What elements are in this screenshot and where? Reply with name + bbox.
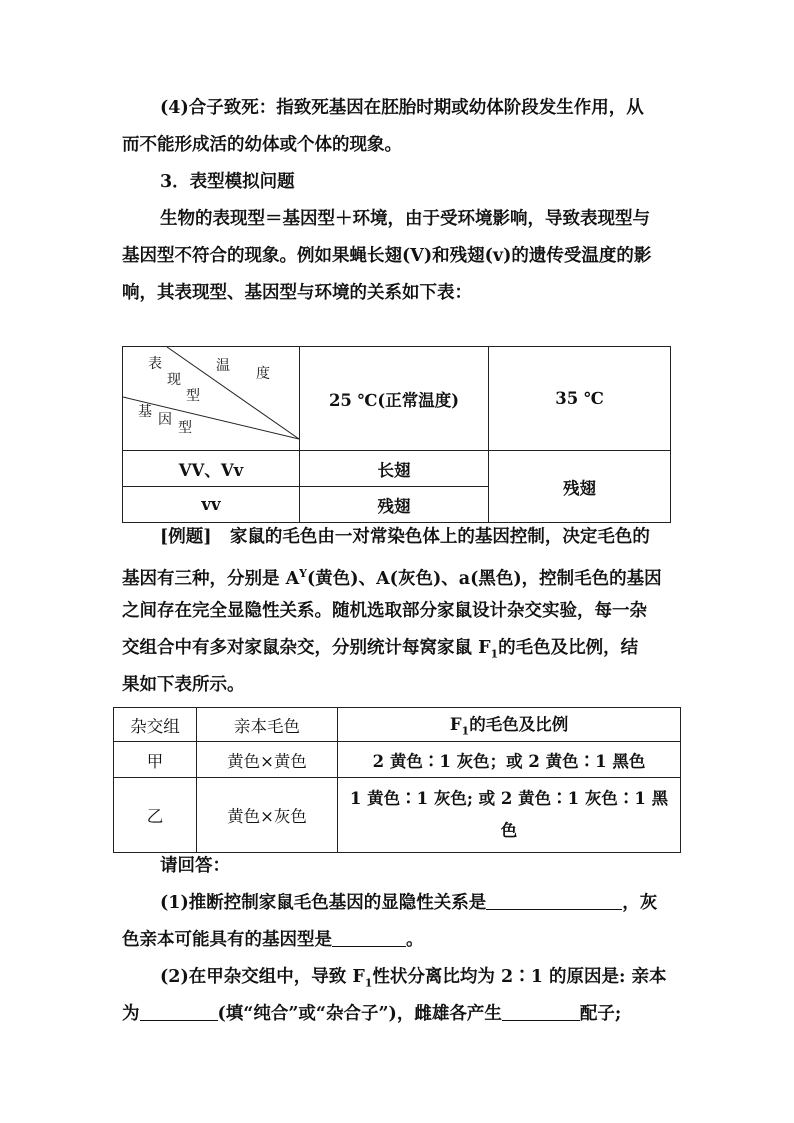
- para2-line3: 响，其表现型、基因型与环境的关系如下表：: [122, 283, 472, 303]
- answer-blank[interactable]: [502, 1002, 580, 1021]
- col-header-35: 35 ℃: [489, 347, 671, 451]
- example-line2: 基因有三种，分别是 $A^Y$(黄色)、A(灰色)、a(黑色)，控制毛色的基因: [122, 567, 662, 589]
- example-tag: [例题]: [160, 527, 212, 547]
- genotype-cell: VV、Vv: [123, 451, 300, 487]
- question-1-line1: (1)推断控制家鼠毛色基因的显隐性关系是 ，灰: [160, 893, 658, 913]
- result-cell: 2 黄色∶1 灰色；或 2 黄色∶1 黑色: [338, 742, 681, 778]
- genotype-cell: vv: [123, 487, 300, 523]
- answer-blank[interactable]: [140, 1002, 218, 1021]
- para2-line1: 生物的表现型＝基因型＋环境，由于受环境影响，导致表现型与: [160, 209, 650, 229]
- section-title: 3．表型模拟问题: [160, 172, 295, 192]
- diag-label-yin: 因: [158, 412, 172, 428]
- diag-label-biao: 表: [148, 356, 162, 372]
- parents-cell: 黄色×灰色: [197, 778, 338, 853]
- example-line1: [例题] 家鼠的毛色由一对常染色体上的基因控制，决定毛色的: [160, 527, 650, 547]
- result-cell: 1 黄色∶1 灰色; 或 2 黄色∶1 灰色∶1 黑 色: [338, 778, 681, 853]
- para2-line2: 基因型不符合的现象。例如果蝇长翅(V)和残翅(v)的遗传受温度的影: [122, 246, 652, 266]
- question-2-line1: (2)在甲杂交组中，导致 $F_1$性状分离比均为 2∶1 的原因是: 亲本: [160, 967, 667, 990]
- example-line3: 之间存在完全显隐性关系。随机选取部分家鼠设计杂交实验，每一杂: [122, 601, 647, 621]
- question-2-line2: 为 (填“纯合”或“杂合子”)，雌雄各产生 配子;: [122, 1004, 622, 1024]
- answer-blank[interactable]: [486, 891, 622, 910]
- diag-label-du: 度: [256, 366, 270, 382]
- phenotype-35-cell: 残翅: [489, 451, 671, 523]
- example-line4: 交组合中有多对家鼠杂交，分别统计每窝家鼠 $F_1$的毛色及比例，结: [122, 638, 639, 661]
- diag-label-ji: 基: [138, 404, 152, 420]
- temperature-table: [122, 346, 671, 523]
- phenotype-cell: 残翅: [300, 487, 489, 523]
- diag-label-wen: 温: [216, 358, 230, 374]
- diagonal-header-cell: [123, 347, 300, 451]
- question-1-line2: 色亲本可能具有的基因型是 。: [122, 930, 424, 950]
- please-answer: 请回答：: [160, 856, 230, 876]
- answer-blank[interactable]: [332, 928, 406, 947]
- group-cell: 乙: [114, 778, 197, 853]
- header-f1: $F_1$的毛色及比例: [338, 708, 681, 742]
- phenotype-cell: 长翅: [300, 451, 489, 487]
- para1-line1: (4)合子致死：指致死基因在胚胎时期或幼体阶段发生作用，从: [160, 98, 644, 118]
- para1-line2: 而不能形成活的幼体或个体的现象。: [122, 135, 402, 155]
- diag-label-xian: 现: [167, 372, 181, 388]
- diag-label-xing2: 型: [178, 420, 192, 436]
- header-parents: 亲本毛色: [197, 708, 338, 742]
- diag-label-xing1: 型: [186, 388, 200, 404]
- col-header-25: 25 ℃(正常温度): [300, 347, 489, 451]
- example-line5: 果如下表所示。: [122, 675, 245, 695]
- header-group: 杂交组: [114, 708, 197, 742]
- parents-cell: 黄色×黄色: [197, 742, 338, 778]
- cross-table: [113, 707, 681, 853]
- group-cell: 甲: [114, 742, 197, 778]
